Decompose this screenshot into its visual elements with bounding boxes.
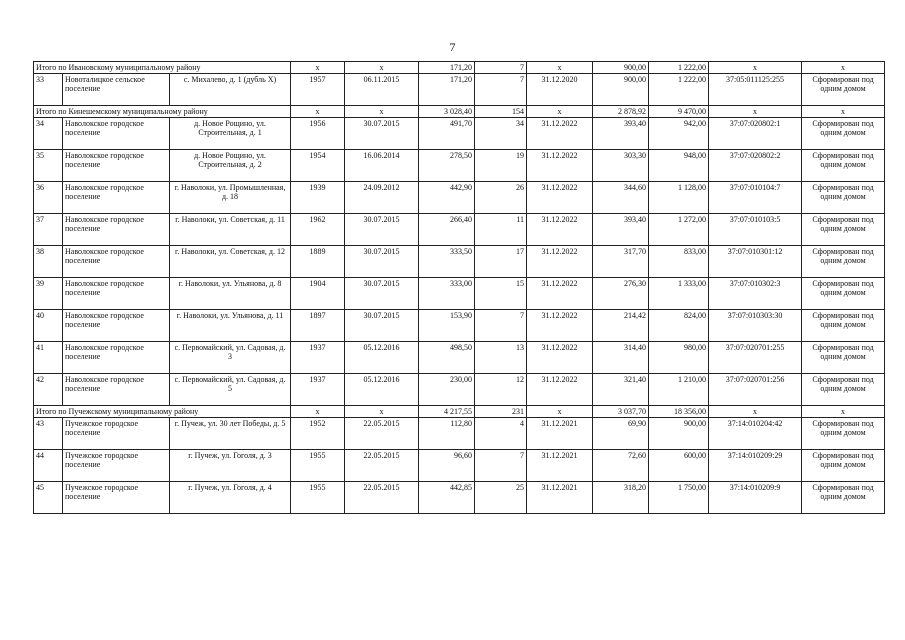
cadastral-number-cell: 37:07:010303:30 bbox=[709, 310, 802, 342]
date-cell: 24.09.2012 bbox=[345, 182, 419, 214]
status-cell: Сформирован под одним домом bbox=[802, 182, 885, 214]
area-cell: 491,70 bbox=[419, 118, 475, 150]
table-row bbox=[34, 74, 885, 106]
address-cell: г. Пучеж, ул. Гоголя, д. 3 bbox=[170, 450, 291, 482]
value2-cell: 600,00 bbox=[649, 450, 709, 482]
deadline-cell: 31.12.2022 bbox=[527, 342, 593, 374]
row-number-cell: 43 bbox=[34, 418, 63, 450]
settlement-cell: Наволокское городское поселение bbox=[63, 246, 170, 278]
settlement-cell: Наволокское городское поселение bbox=[63, 310, 170, 342]
value2-cell: 1 272,00 bbox=[649, 214, 709, 246]
value2-cell: 1 222,00 bbox=[649, 62, 709, 74]
value1-cell: 318,20 bbox=[593, 482, 649, 514]
settlement-cell: Пучежское городское поселение bbox=[63, 450, 170, 482]
value2-cell: 1 333,00 bbox=[649, 278, 709, 310]
residents-cell: 154 bbox=[475, 106, 527, 118]
value1-cell: 72,60 bbox=[593, 450, 649, 482]
district-total-row bbox=[34, 62, 885, 74]
cadastral-number-cell: 37:07:020701:256 bbox=[709, 374, 802, 406]
date-cell: 30.07.2015 bbox=[345, 118, 419, 150]
cadastral-number-cell: 37:05:011125:255 bbox=[709, 74, 802, 106]
settlement-cell: Наволокское городское поселение bbox=[63, 150, 170, 182]
year-cell: 1955 bbox=[291, 482, 345, 514]
settlement-cell: Наволокское городское поселение bbox=[63, 342, 170, 374]
value1-cell: 3 037,70 bbox=[593, 406, 649, 418]
area-cell: 278,50 bbox=[419, 150, 475, 182]
residents-cell: 11 bbox=[475, 214, 527, 246]
address-cell: г. Пучеж, ул. 30 лет Победы, д. 5 bbox=[170, 418, 291, 450]
area-cell: 3 028,40 bbox=[419, 106, 475, 118]
value1-cell: 2 878,92 bbox=[593, 106, 649, 118]
address-cell: г. Наволоки, ул. Промышленная, д. 18 bbox=[170, 182, 291, 214]
page-number: 7 bbox=[449, 40, 456, 54]
value2-cell: 18 356,00 bbox=[649, 406, 709, 418]
status-cell: Сформирован под одним домом bbox=[802, 482, 885, 514]
table-body bbox=[34, 62, 885, 514]
address-cell: д. Новое Рощино, ул. Строительная, д. 1 bbox=[170, 118, 291, 150]
row-number-cell: 44 bbox=[34, 450, 63, 482]
value1-cell: 393,40 bbox=[593, 214, 649, 246]
value1-cell: 900,00 bbox=[593, 62, 649, 74]
cadastral-number-cell: 37:07:010103:5 bbox=[709, 214, 802, 246]
date-cell: 05.12.2016 bbox=[345, 342, 419, 374]
area-cell: 266,40 bbox=[419, 214, 475, 246]
status-cell: Сформирован под одним домом bbox=[802, 310, 885, 342]
date-cell: х bbox=[345, 62, 419, 74]
address-cell: с. Первомайский, ул. Садовая, д. 5 bbox=[170, 374, 291, 406]
cadastral-number-cell: 37:07:020802:1 bbox=[709, 118, 802, 150]
cadastral-number-cell: 37:07:010301:12 bbox=[709, 246, 802, 278]
row-number-cell: 35 bbox=[34, 150, 63, 182]
year-cell: 1889 bbox=[291, 246, 345, 278]
residents-cell: 7 bbox=[475, 74, 527, 106]
deadline-cell: х bbox=[527, 106, 593, 118]
address-cell: с. Михалево, д. 1 (дубль Х) bbox=[170, 74, 291, 106]
status-cell: Сформирован под одним домом bbox=[802, 278, 885, 310]
year-cell: 1957 bbox=[291, 74, 345, 106]
row-number-cell: 34 bbox=[34, 118, 63, 150]
status-cell: Сформирован под одним домом bbox=[802, 342, 885, 374]
value1-cell: 900,00 bbox=[593, 74, 649, 106]
settlement-cell: Наволокское городское поселение bbox=[63, 214, 170, 246]
status-cell: Сформирован под одним домом bbox=[802, 74, 885, 106]
status-cell: х bbox=[802, 406, 885, 418]
settlement-cell: Наволокское городское поселение bbox=[63, 182, 170, 214]
address-cell: г. Наволоки, ул. Советская, д. 11 bbox=[170, 214, 291, 246]
cadastral-number-cell: 37:14:010204:42 bbox=[709, 418, 802, 450]
cadastral-number-cell: 37:07:010302:3 bbox=[709, 278, 802, 310]
year-cell: 1955 bbox=[291, 450, 345, 482]
deadline-cell: 31.12.2022 bbox=[527, 278, 593, 310]
status-cell: Сформирован под одним домом bbox=[802, 450, 885, 482]
residents-cell: 231 bbox=[475, 406, 527, 418]
value2-cell: 1 222,00 bbox=[649, 74, 709, 106]
year-cell: 1937 bbox=[291, 374, 345, 406]
value2-cell: 1 750,00 bbox=[649, 482, 709, 514]
residents-cell: 7 bbox=[475, 62, 527, 74]
status-cell: Сформирован под одним домом bbox=[802, 418, 885, 450]
value2-cell: 980,00 bbox=[649, 342, 709, 374]
year-cell: 1956 bbox=[291, 118, 345, 150]
year-cell: 1897 bbox=[291, 310, 345, 342]
address-cell: г. Наволоки, ул. Советская, д. 12 bbox=[170, 246, 291, 278]
date-cell: 30.07.2015 bbox=[345, 246, 419, 278]
table-row bbox=[34, 182, 885, 214]
address-cell: г. Наволоки, ул. Ульянова, д. 8 bbox=[170, 278, 291, 310]
status-cell: Сформирован под одним домом bbox=[802, 374, 885, 406]
area-cell: 171,20 bbox=[419, 62, 475, 74]
residents-cell: 19 bbox=[475, 150, 527, 182]
status-cell: Сформирован под одним домом bbox=[802, 214, 885, 246]
residents-cell: 12 bbox=[475, 374, 527, 406]
value1-cell: 393,40 bbox=[593, 118, 649, 150]
settlement-cell: Наволокское городское поселение bbox=[63, 118, 170, 150]
residents-cell: 15 bbox=[475, 278, 527, 310]
date-cell: 30.07.2015 bbox=[345, 310, 419, 342]
settlement-cell: Наволокское городское поселение bbox=[63, 278, 170, 310]
table-row bbox=[34, 310, 885, 342]
table-row bbox=[34, 342, 885, 374]
residents-cell: 25 bbox=[475, 482, 527, 514]
value1-cell: 317,70 bbox=[593, 246, 649, 278]
year-cell: х bbox=[291, 106, 345, 118]
district-total-label: Итого по Пучежскому муниципальному району bbox=[34, 406, 291, 418]
row-number-cell: 38 bbox=[34, 246, 63, 278]
date-cell: 22.05.2015 bbox=[345, 482, 419, 514]
district-total-label: Итого по Кинешемскому муниципальному району bbox=[34, 106, 291, 118]
address-cell: г. Наволоки, ул. Ульянова, д. 11 bbox=[170, 310, 291, 342]
housing-register-table bbox=[33, 61, 885, 514]
year-cell: х bbox=[291, 62, 345, 74]
table-row bbox=[34, 450, 885, 482]
deadline-cell: 31.12.2021 bbox=[527, 450, 593, 482]
date-cell: 22.05.2015 bbox=[345, 418, 419, 450]
area-cell: 112,80 bbox=[419, 418, 475, 450]
district-total-label: Итого по Ивановскому муниципальному району bbox=[34, 62, 291, 74]
cadastral-number-cell: х bbox=[709, 106, 802, 118]
table-row bbox=[34, 278, 885, 310]
value1-cell: 69,90 bbox=[593, 418, 649, 450]
status-cell: Сформирован под одним домом bbox=[802, 118, 885, 150]
deadline-cell: 31.12.2020 bbox=[527, 74, 593, 106]
settlement-cell: Наволокское городское поселение bbox=[63, 374, 170, 406]
row-number-cell: 42 bbox=[34, 374, 63, 406]
table-row bbox=[34, 214, 885, 246]
table-row bbox=[34, 418, 885, 450]
area-cell: 442,85 bbox=[419, 482, 475, 514]
status-cell: Сформирован под одним домом bbox=[802, 246, 885, 278]
value1-cell: 303,30 bbox=[593, 150, 649, 182]
value2-cell: 1 128,00 bbox=[649, 182, 709, 214]
status-cell: х bbox=[802, 106, 885, 118]
deadline-cell: х bbox=[527, 62, 593, 74]
cadastral-number-cell: 37:07:020701:255 bbox=[709, 342, 802, 374]
table-row bbox=[34, 150, 885, 182]
settlement-cell: Пучежское городское поселение bbox=[63, 418, 170, 450]
settlement-cell: Новоталицкое сельское поселение bbox=[63, 74, 170, 106]
deadline-cell: 31.12.2022 bbox=[527, 246, 593, 278]
cadastral-number-cell: х bbox=[709, 62, 802, 74]
area-cell: 230,00 bbox=[419, 374, 475, 406]
cadastral-number-cell: х bbox=[709, 406, 802, 418]
area-cell: 153,90 bbox=[419, 310, 475, 342]
table-row bbox=[34, 246, 885, 278]
address-cell: с. Первомайский, ул. Садовая, д. 3 bbox=[170, 342, 291, 374]
value1-cell: 276,30 bbox=[593, 278, 649, 310]
value2-cell: 1 210,00 bbox=[649, 374, 709, 406]
area-cell: 498,50 bbox=[419, 342, 475, 374]
row-number-cell: 41 bbox=[34, 342, 63, 374]
residents-cell: 7 bbox=[475, 450, 527, 482]
deadline-cell: х bbox=[527, 406, 593, 418]
year-cell: х bbox=[291, 406, 345, 418]
cadastral-number-cell: 37:14:010209:29 bbox=[709, 450, 802, 482]
table-row bbox=[34, 118, 885, 150]
deadline-cell: 31.12.2022 bbox=[527, 182, 593, 214]
row-number-cell: 37 bbox=[34, 214, 63, 246]
value2-cell: 948,00 bbox=[649, 150, 709, 182]
date-cell: 06.11.2015 bbox=[345, 74, 419, 106]
date-cell: 16.06.2014 bbox=[345, 150, 419, 182]
date-cell: 05.12.2016 bbox=[345, 374, 419, 406]
year-cell: 1904 bbox=[291, 278, 345, 310]
value1-cell: 214,42 bbox=[593, 310, 649, 342]
value2-cell: 824,00 bbox=[649, 310, 709, 342]
deadline-cell: 31.12.2022 bbox=[527, 310, 593, 342]
settlement-cell: Пучежское городское поселение bbox=[63, 482, 170, 514]
date-cell: 30.07.2015 bbox=[345, 214, 419, 246]
value2-cell: 900,00 bbox=[649, 418, 709, 450]
deadline-cell: 31.12.2022 bbox=[527, 118, 593, 150]
deadline-cell: 31.12.2022 bbox=[527, 374, 593, 406]
address-cell: г. Пучеж, ул. Гоголя, д. 4 bbox=[170, 482, 291, 514]
row-number-cell: 45 bbox=[34, 482, 63, 514]
residents-cell: 13 bbox=[475, 342, 527, 374]
area-cell: 333,00 bbox=[419, 278, 475, 310]
district-total-row bbox=[34, 406, 885, 418]
cadastral-number-cell: 37:14:010209:9 bbox=[709, 482, 802, 514]
value1-cell: 344,60 bbox=[593, 182, 649, 214]
cadastral-number-cell: 37:07:010104:7 bbox=[709, 182, 802, 214]
area-cell: 96,60 bbox=[419, 450, 475, 482]
residents-cell: 17 bbox=[475, 246, 527, 278]
year-cell: 1962 bbox=[291, 214, 345, 246]
table-row bbox=[34, 374, 885, 406]
row-number-cell: 39 bbox=[34, 278, 63, 310]
area-cell: 171,20 bbox=[419, 74, 475, 106]
status-cell: Сформирован под одним домом bbox=[802, 150, 885, 182]
area-cell: 442,90 bbox=[419, 182, 475, 214]
deadline-cell: 31.12.2022 bbox=[527, 150, 593, 182]
value1-cell: 321,40 bbox=[593, 374, 649, 406]
date-cell: 30.07.2015 bbox=[345, 278, 419, 310]
deadline-cell: 31.12.2021 bbox=[527, 482, 593, 514]
area-cell: 333,50 bbox=[419, 246, 475, 278]
row-number-cell: 33 bbox=[34, 74, 63, 106]
date-cell: х bbox=[345, 106, 419, 118]
year-cell: 1954 bbox=[291, 150, 345, 182]
value2-cell: 833,00 bbox=[649, 246, 709, 278]
value2-cell: 9 470,00 bbox=[649, 106, 709, 118]
year-cell: 1952 bbox=[291, 418, 345, 450]
value2-cell: 942,00 bbox=[649, 118, 709, 150]
date-cell: х bbox=[345, 406, 419, 418]
row-number-cell: 40 bbox=[34, 310, 63, 342]
cadastral-number-cell: 37:07:020802:2 bbox=[709, 150, 802, 182]
residents-cell: 7 bbox=[475, 310, 527, 342]
residents-cell: 26 bbox=[475, 182, 527, 214]
value1-cell: 314,40 bbox=[593, 342, 649, 374]
deadline-cell: 31.12.2022 bbox=[527, 214, 593, 246]
address-cell: д. Новое Рощино, ул. Строительная, д. 2 bbox=[170, 150, 291, 182]
date-cell: 22.05.2015 bbox=[345, 450, 419, 482]
status-cell: х bbox=[802, 62, 885, 74]
district-total-row bbox=[34, 106, 885, 118]
deadline-cell: 31.12.2021 bbox=[527, 418, 593, 450]
year-cell: 1937 bbox=[291, 342, 345, 374]
residents-cell: 34 bbox=[475, 118, 527, 150]
row-number-cell: 36 bbox=[34, 182, 63, 214]
year-cell: 1939 bbox=[291, 182, 345, 214]
area-cell: 4 217,55 bbox=[419, 406, 475, 418]
residents-cell: 4 bbox=[475, 418, 527, 450]
table-row bbox=[34, 482, 885, 514]
